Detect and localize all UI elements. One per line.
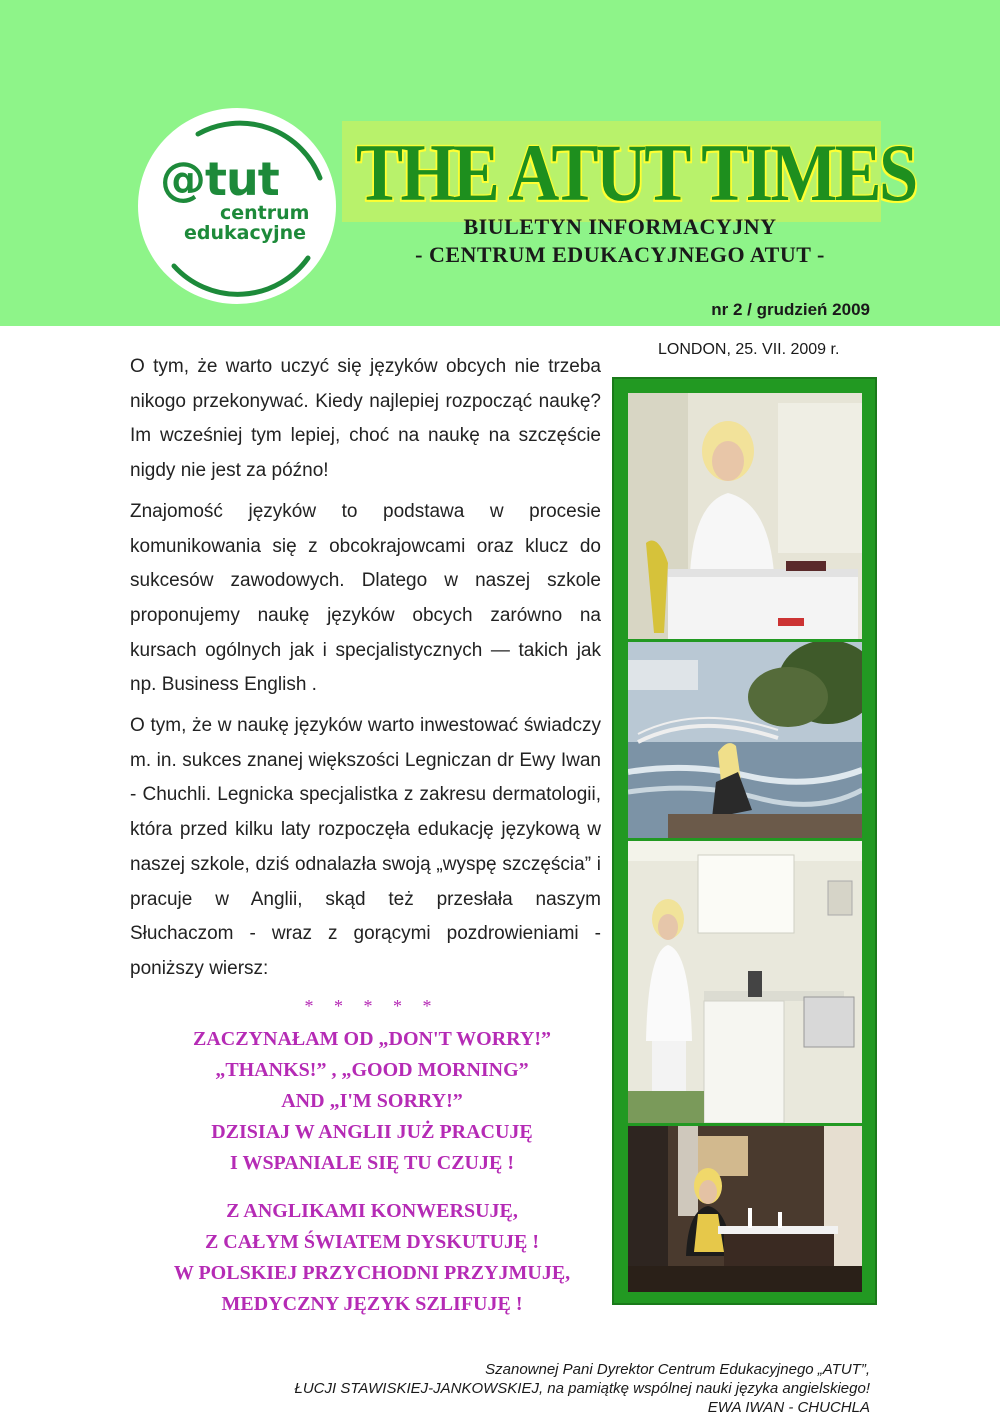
newsletter-title: THE ATUT TIMES	[356, 127, 916, 218]
newsletter-publisher: - CENTRUM EDUKACYJNEGO ATUT -	[415, 242, 825, 267]
photo-dateline: LONDON, 25. VII. 2009 r.	[658, 341, 840, 358]
article-body	[130, 350, 601, 993]
article-paragraph: O tym, że warto uczyć się języków obcych nie trzeba nikogo przekonywać. Kiedy najlepiej rozpocząć naukę? Im wcześniej tym lepiej, choć na naukę na szczęście nigdy nie jest za późno!	[130, 356, 601, 482]
poem-line: DZISIAJ W ANGLII JUŻ PRACUJĘ	[211, 1121, 533, 1143]
photo-column	[612, 377, 877, 1305]
article-paragraph: O tym, że w naukę języków warto inwestować świadczy m. in. sukces znanej większości Legniczan dr Ewy Iwan - Chuchli. Legnicka specjalistka z zakresu dermatologii, która przed kilku laty rozpoczęła edukację językową w naszej szkole, dziś odnalazła swoją „wyspę szczęścia” i pracuje w Anglii, skąd też przesłała naszym Słuchaczom - wraz z gorącymi pozdrowieniami - poniższy wiersz:	[130, 715, 601, 979]
poem-stanza-2	[130, 1196, 614, 1320]
footbridge-river-photo	[628, 642, 862, 838]
dedication-line: Szanownej Pani Dyrektor Centrum Edukacyjnego „ATUT”,	[485, 1361, 870, 1378]
logo-line-centrum: centrum	[220, 202, 310, 224]
atut-logo	[138, 108, 336, 304]
poem-line: Z CAŁYM ŚWIATEM DYSKUTUJĘ !	[204, 1231, 540, 1253]
poem-line: „THANKS!” , „GOOD MORNING”	[215, 1059, 529, 1081]
newsletter-subtitle: BIULETYN INFORMACYJNY	[463, 214, 777, 239]
dedication-line: ŁUCJI STAWISKIEJ-JANKOWSKIEJ, na pamiątkę wspólnej nauki języka angielskiego!	[294, 1380, 870, 1397]
doctor-at-desk-photo	[628, 393, 862, 639]
poem-line: MEDYCZNY JĘZYK SZLIFUJĘ !	[221, 1293, 523, 1315]
poem-separator: * * * * *	[304, 996, 440, 1016]
poem-line: I WSPANIALE SIĘ TU CZUJĘ !	[230, 1152, 514, 1174]
logo-word: @tut	[160, 152, 279, 206]
issue-number: nr 2 / grudzień 2009	[711, 300, 870, 319]
restaurant-photo	[628, 1126, 862, 1292]
clinic-room-photo	[628, 841, 862, 1123]
masthead-header	[0, 0, 1000, 326]
poem-line: W POLSKIEJ PRZYCHODNI PRZYJMUJĘ,	[173, 1262, 571, 1284]
poem-line: AND „I'M SORRY!”	[281, 1090, 463, 1112]
dedication-signature: EWA IWAN - CHUCHLA	[707, 1399, 870, 1416]
poem-stanza-1	[130, 1024, 614, 1179]
article-paragraph: Znajomość języków to podstawa w procesie komunikowania się z obcokrajowcami oraz klucz do sukcesów zawodowych. Dlatego w naszej szkole proponujemy naukę języków obcych zarówno na kursach ogólnych jak i specjalistycznych — takich jak np. Business English .	[130, 500, 601, 696]
logo-line-edukacyjne: edukacyjne	[184, 222, 307, 244]
poem-line: Z ANGLIKAMI KONWERSUJĘ,	[226, 1200, 518, 1222]
poem-line: ZACZYNAŁAM OD „DON'T WORRY!”	[192, 1028, 552, 1050]
poem	[130, 1024, 614, 1337]
dedication	[294, 1360, 870, 1416]
